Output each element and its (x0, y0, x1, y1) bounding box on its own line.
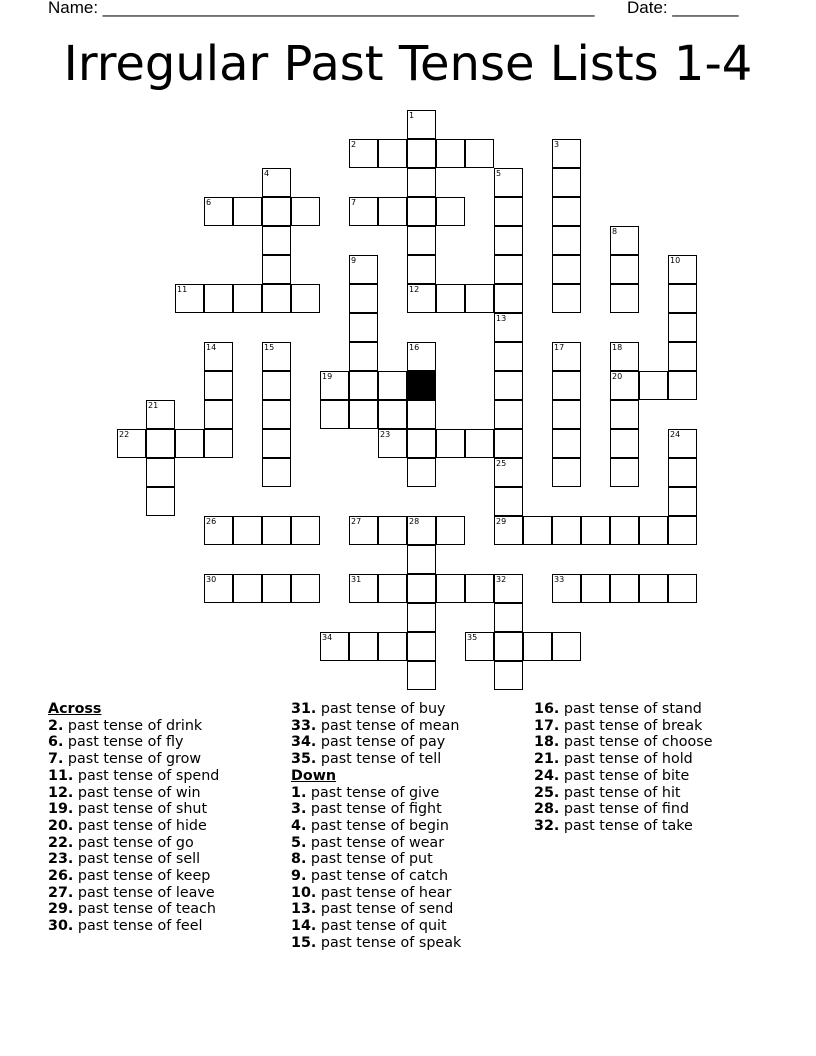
clue-item (48, 851, 219, 868)
clue-item (48, 818, 219, 835)
clue-text: past tense of find (559, 801, 690, 818)
clue-number: 25. (534, 784, 560, 801)
clue-text: past tense of feel (73, 918, 203, 935)
clue-number: 31. (291, 701, 317, 717)
grid-cell[interactable] (552, 284, 581, 313)
grid-cell[interactable] (436, 284, 465, 313)
grid-cell[interactable] (349, 371, 378, 400)
clue-number: 13. (291, 901, 317, 918)
grid-cell[interactable] (639, 516, 668, 545)
clue-number-7: 7 (351, 198, 357, 207)
grid-cell[interactable] (204, 429, 233, 458)
clue-item (48, 751, 219, 768)
grid-cell[interactable] (668, 487, 697, 516)
clue-number: 1. (291, 784, 307, 801)
grid-cell[interactable] (436, 429, 465, 458)
grid-cell[interactable] (349, 632, 378, 661)
grid-cell[interactable] (407, 545, 436, 574)
clue-number-13: 13 (496, 314, 507, 323)
black-cell (407, 371, 436, 400)
date-field[interactable]: Date: _______ (627, 0, 739, 17)
grid-cell[interactable] (668, 516, 697, 545)
clue-item (48, 868, 219, 885)
grid-cell[interactable] (233, 284, 262, 313)
grid-cell[interactable] (494, 255, 523, 284)
grid-cell[interactable] (639, 574, 668, 603)
clue-number: 21. (534, 751, 560, 768)
grid-cell[interactable] (465, 429, 494, 458)
clue-item (291, 718, 461, 735)
clue-number-29: 29 (496, 517, 507, 526)
grid-cell[interactable] (494, 284, 523, 313)
clue-item (534, 768, 713, 785)
grid-cell[interactable] (407, 429, 436, 458)
grid-cell[interactable] (378, 197, 407, 226)
grid-cell[interactable] (494, 197, 523, 226)
grid-cell[interactable] (436, 197, 465, 226)
clues-column-1 (48, 701, 219, 935)
grid-cell[interactable] (639, 371, 668, 400)
grid-cell[interactable] (523, 516, 552, 545)
clue-number-6: 6 (206, 198, 212, 207)
grid-cell[interactable] (436, 516, 465, 545)
clue-item (291, 701, 461, 718)
clue-number-2: 2 (351, 140, 357, 149)
grid-cell[interactable] (610, 516, 639, 545)
clue-item (291, 885, 461, 902)
clue-number: 18. (534, 734, 560, 751)
grid-cell[interactable] (262, 458, 291, 487)
grid-cell[interactable] (407, 400, 436, 429)
clue-text: past tense of pay (316, 734, 446, 751)
grid-cell[interactable] (552, 516, 581, 545)
clue-number: 2. (48, 717, 64, 734)
grid-cell[interactable] (552, 168, 581, 197)
grid-cell[interactable] (668, 371, 697, 400)
grid-cell[interactable] (465, 574, 494, 603)
grid-cell[interactable] (378, 574, 407, 603)
clue-text: past tense of hold (559, 751, 693, 768)
clue-text: past tense of drink (63, 717, 203, 734)
clue-number: 16. (534, 701, 560, 717)
clue-text: past tense of send (316, 901, 454, 918)
clue-number: 35. (291, 751, 317, 768)
clue-text: past tense of give (306, 784, 440, 801)
grid-cell[interactable] (668, 284, 697, 313)
name-field[interactable]: Name: ____________________________________________________ (48, 0, 595, 17)
clue-number-27: 27 (351, 517, 362, 526)
clue-number: 17. (534, 717, 560, 734)
clue-text: past tense of choose (559, 734, 713, 751)
grid-cell[interactable] (610, 284, 639, 313)
clue-text: past tense of win (73, 784, 201, 801)
grid-cell[interactable] (262, 429, 291, 458)
clue-number-1: 1 (409, 111, 415, 120)
grid-cell[interactable] (610, 400, 639, 429)
clue-item (48, 918, 219, 935)
clue-item (291, 851, 461, 868)
clue-number: 20. (48, 817, 74, 834)
clue-item (291, 835, 461, 852)
grid-cell[interactable] (146, 429, 175, 458)
grid-cell[interactable] (291, 284, 320, 313)
grid-cell[interactable] (204, 400, 233, 429)
grid-cell[interactable] (494, 603, 523, 632)
grid-cell[interactable] (378, 516, 407, 545)
clue-item (534, 801, 713, 818)
clue-number-17: 17 (554, 343, 565, 352)
clue-number-16: 16 (409, 343, 420, 352)
grid-cell[interactable] (407, 458, 436, 487)
clue-number-31: 31 (351, 575, 362, 584)
clue-number: 32. (534, 817, 560, 834)
grid-cell[interactable] (407, 574, 436, 603)
grid-cell[interactable] (262, 255, 291, 284)
clue-number: 34. (291, 734, 317, 751)
clue-number: 5. (291, 834, 307, 851)
grid-cell[interactable] (552, 632, 581, 661)
grid-cell[interactable] (146, 487, 175, 516)
clue-number-20: 20 (612, 372, 623, 381)
clue-item (291, 785, 461, 802)
clue-text: past tense of fight (306, 801, 442, 818)
clues-heading-down: Down (291, 767, 337, 784)
clue-item (534, 718, 713, 735)
grid-cell[interactable] (378, 632, 407, 661)
grid-cell[interactable] (465, 284, 494, 313)
clue-number-21: 21 (148, 401, 159, 410)
grid-cell[interactable] (233, 574, 262, 603)
clue-text: past tense of hit (559, 784, 681, 801)
clue-text: past tense of shut (73, 801, 208, 818)
clue-number-30: 30 (206, 575, 217, 584)
clue-item (534, 751, 713, 768)
grid-cell[interactable] (610, 458, 639, 487)
clue-text: past tense of keep (73, 868, 211, 885)
grid-cell[interactable] (552, 400, 581, 429)
clue-text: past tense of grow (63, 751, 202, 768)
grid-cell[interactable] (552, 226, 581, 255)
clue-item (48, 901, 219, 918)
clue-item (291, 868, 461, 885)
clue-text: past tense of teach (73, 901, 216, 918)
page-title: Irregular Past Tense Lists 1-4 (63, 36, 753, 92)
clue-text: past tense of quit (316, 918, 447, 935)
grid-cell[interactable] (378, 400, 407, 429)
clue-number: 28. (534, 801, 560, 818)
grid-cell[interactable] (262, 197, 291, 226)
clue-number-25: 25 (496, 459, 507, 468)
clue-number-4: 4 (264, 169, 270, 178)
clue-item (534, 701, 713, 718)
clue-text: past tense of wear (306, 834, 445, 851)
grid-cell[interactable] (610, 255, 639, 284)
clue-number: 29. (48, 901, 74, 918)
clue-number-12: 12 (409, 285, 420, 294)
clue-text: past tense of take (559, 817, 693, 834)
grid-cell[interactable] (407, 632, 436, 661)
clue-number: 6. (48, 734, 64, 751)
grid-cell[interactable] (494, 371, 523, 400)
clue-number-35: 35 (467, 633, 478, 642)
grid-cell[interactable] (552, 429, 581, 458)
grid-cell[interactable] (262, 226, 291, 255)
clue-item (48, 734, 219, 751)
clue-text: past tense of put (306, 851, 433, 868)
grid-cell[interactable] (552, 371, 581, 400)
grid-cell[interactable] (204, 371, 233, 400)
clue-number: 7. (48, 751, 64, 768)
clue-item (48, 885, 219, 902)
clue-number-9: 9 (351, 256, 357, 265)
clue-text: past tense of leave (73, 884, 215, 901)
clue-number: 4. (291, 817, 307, 834)
clue-text: past tense of buy (316, 701, 446, 717)
clue-number: 12. (48, 784, 74, 801)
grid-cell[interactable] (291, 574, 320, 603)
grid-cell[interactable] (552, 197, 581, 226)
clue-item (534, 734, 713, 751)
grid-cell[interactable] (291, 516, 320, 545)
grid-cell[interactable] (494, 429, 523, 458)
grid-cell[interactable] (610, 574, 639, 603)
grid-cell[interactable] (494, 632, 523, 661)
grid-cell[interactable] (436, 139, 465, 168)
clue-number-10: 10 (670, 256, 681, 265)
grid-cell[interactable] (291, 197, 320, 226)
clue-item (291, 751, 461, 768)
clue-item (291, 918, 461, 935)
grid-cell[interactable] (552, 458, 581, 487)
grid-cell[interactable] (349, 284, 378, 313)
clue-text: past tense of break (559, 717, 703, 734)
grid-cell[interactable] (494, 400, 523, 429)
clue-item (291, 734, 461, 751)
clue-number: 27. (48, 884, 74, 901)
grid-cell[interactable] (204, 284, 233, 313)
clue-number-11: 11 (177, 285, 188, 294)
clue-number: 33. (291, 717, 317, 734)
clues-column-2 (291, 701, 461, 952)
clue-text: past tense of stand (559, 701, 702, 717)
grid-cell[interactable] (262, 574, 291, 603)
clue-text: past tense of bite (559, 767, 690, 784)
grid-cell[interactable] (581, 574, 610, 603)
grid-cell[interactable] (494, 342, 523, 371)
clue-number-32: 32 (496, 575, 507, 584)
clue-number: 8. (291, 851, 307, 868)
grid-cell[interactable] (494, 487, 523, 516)
clue-number-28: 28 (409, 517, 420, 526)
clues-heading-across: Across (48, 701, 102, 717)
clue-text: past tense of catch (306, 868, 449, 885)
grid-cell[interactable] (668, 313, 697, 342)
grid-cell[interactable] (320, 400, 349, 429)
clue-text: past tense of tell (316, 751, 442, 768)
grid-cell[interactable] (262, 516, 291, 545)
clue-number-26: 26 (206, 517, 217, 526)
clue-number-3: 3 (554, 140, 560, 149)
grid-cell[interactable] (349, 313, 378, 342)
clues-column-3 (534, 701, 713, 835)
clue-item (48, 835, 219, 852)
clue-number: 24. (534, 767, 560, 784)
grid-cell[interactable] (494, 226, 523, 255)
grid-cell[interactable] (465, 139, 494, 168)
clue-number: 15. (291, 934, 317, 951)
clue-text: past tense of begin (306, 817, 449, 834)
clue-number-15: 15 (264, 343, 275, 352)
grid-cell[interactable] (233, 197, 262, 226)
clue-item (48, 718, 219, 735)
clue-item (48, 768, 219, 785)
clue-number: 14. (291, 918, 317, 935)
grid-cell[interactable] (552, 255, 581, 284)
grid-cell[interactable] (262, 371, 291, 400)
clue-text: past tense of spend (73, 767, 220, 784)
grid-cell[interactable] (610, 429, 639, 458)
grid-cell[interactable] (436, 574, 465, 603)
grid-cell[interactable] (494, 661, 523, 690)
clue-text: past tense of fly (63, 734, 184, 751)
clue-item (291, 801, 461, 818)
grid-cell[interactable] (523, 632, 552, 661)
clue-text: past tense of hear (316, 884, 452, 901)
grid-cell[interactable] (378, 371, 407, 400)
grid-cell[interactable] (407, 226, 436, 255)
clue-item (291, 901, 461, 918)
clue-item (534, 818, 713, 835)
clue-text: past tense of sell (73, 851, 201, 868)
clue-item (291, 818, 461, 835)
grid-cell[interactable] (233, 516, 262, 545)
clue-number: 3. (291, 801, 307, 818)
clue-number-5: 5 (496, 169, 502, 178)
grid-cell[interactable] (668, 458, 697, 487)
grid-cell[interactable] (407, 661, 436, 690)
grid-cell[interactable] (668, 342, 697, 371)
clue-text: past tense of go (73, 834, 194, 851)
clue-text: past tense of speak (316, 934, 462, 951)
clue-number-22: 22 (119, 430, 130, 439)
clue-number: 10. (291, 884, 317, 901)
grid-cell[interactable] (349, 342, 378, 371)
grid-cell[interactable] (668, 574, 697, 603)
clue-number: 26. (48, 868, 74, 885)
clue-number-8: 8 (612, 227, 618, 236)
clue-number-18: 18 (612, 343, 623, 352)
clue-number: 23. (48, 851, 74, 868)
grid-cell[interactable] (378, 139, 407, 168)
grid-cell[interactable] (262, 400, 291, 429)
clue-item (48, 801, 219, 818)
grid-cell[interactable] (407, 603, 436, 632)
clue-number-14: 14 (206, 343, 217, 352)
clue-text: past tense of hide (73, 817, 207, 834)
grid-cell[interactable] (407, 255, 436, 284)
clue-number-34: 34 (322, 633, 333, 642)
clue-item (291, 935, 461, 952)
clue-number: 30. (48, 918, 74, 935)
clue-item (48, 785, 219, 802)
grid-cell[interactable] (146, 458, 175, 487)
grid-cell[interactable] (581, 516, 610, 545)
clue-number: 9. (291, 868, 307, 885)
clue-number-23: 23 (380, 430, 391, 439)
grid-cell[interactable] (407, 139, 436, 168)
grid-cell[interactable] (349, 400, 378, 429)
clue-number-24: 24 (670, 430, 681, 439)
clue-number: 11. (48, 767, 74, 784)
grid-cell[interactable] (262, 284, 291, 313)
clue-item (534, 785, 713, 802)
clue-number-33: 33 (554, 575, 565, 584)
clue-number: 22. (48, 834, 74, 851)
clue-number-19: 19 (322, 372, 333, 381)
grid-cell[interactable] (175, 429, 204, 458)
grid-cell[interactable] (407, 168, 436, 197)
clue-text: past tense of mean (316, 717, 460, 734)
grid-cell[interactable] (407, 197, 436, 226)
clue-number: 19. (48, 801, 74, 818)
